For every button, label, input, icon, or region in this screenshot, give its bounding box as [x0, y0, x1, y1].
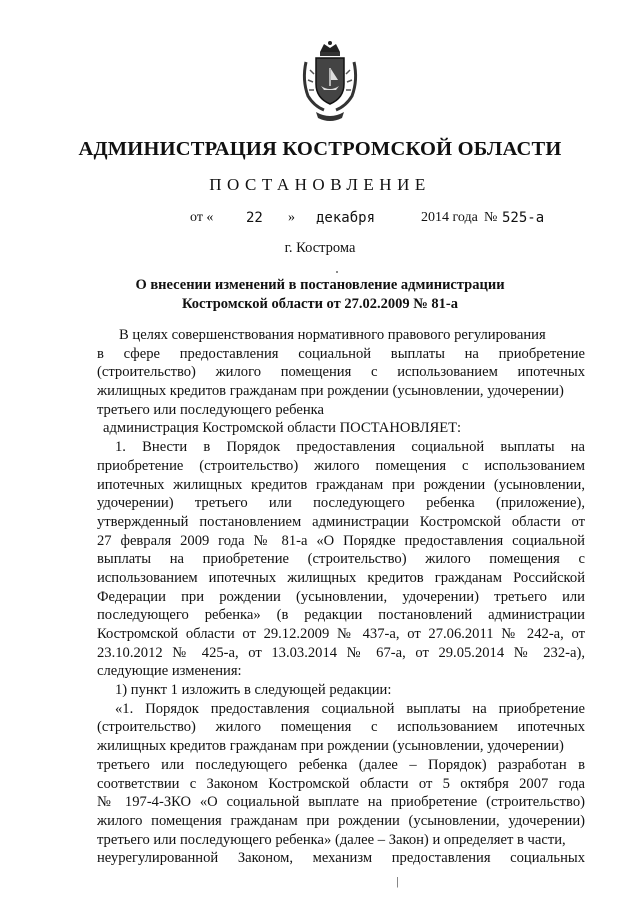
- body-line: приобретение (строительство) жилого помещения с использованием: [97, 457, 585, 474]
- date-month: декабря: [316, 210, 376, 226]
- city-line: г. Кострома: [284, 240, 356, 256]
- document-subject: [0, 276, 640, 313]
- body-line: администрация Костромской области ПОСТАНОВЛЯЕТ:: [103, 420, 462, 437]
- number-sign: №: [484, 210, 498, 225]
- body-line: 1. Внести в Порядок предоставления социальной выплаты на: [115, 439, 585, 456]
- body-line: 1) пункт 1 изложить в следующей редакции:: [115, 682, 392, 699]
- body-line: соответствии с Законом Костромской области от 5 октября 2007 года: [97, 775, 585, 792]
- document-number: 525-а: [502, 210, 545, 226]
- body-line: третьего или последующего ребенка: [97, 401, 325, 418]
- body-line: следующие изменения:: [97, 663, 242, 680]
- body-line: неурегулированной Законом, механизм предоставления социальных: [97, 850, 585, 867]
- date-year: 2014 года: [421, 210, 478, 225]
- subject-line: Костромской области от 27.02.2009 № 81-а: [181, 295, 459, 312]
- date-day: 22: [246, 210, 263, 226]
- body-line: ипотечных жилищных кредитов гражданам при рождении (усыновлении,: [97, 476, 585, 493]
- page-mark: |: [396, 876, 399, 888]
- body-line: жилого помещения гражданам при рождении (усыновлении, удочерении): [97, 812, 585, 829]
- body-line: выплаты на приобретение (строительство) жилого помещения с: [97, 551, 585, 568]
- body-line: 27 февраля 2009 года № 81-а «О Порядке предоставления социальной: [97, 532, 585, 549]
- body-line: третьего или последующего ребенка (далее – Порядок) разработан в: [97, 756, 585, 773]
- subject-line: О внесении изменений в постановление администрации: [135, 277, 505, 293]
- document-type: ПОСТАНОВЛЕНИЕ: [209, 175, 431, 194]
- coat-of-arms-emblem: [298, 40, 362, 124]
- body-line: Костромской области от 29.12.2009 № 437-а, от 27.06.2011 № 242-а, от: [97, 626, 585, 642]
- date-prefix: от «: [190, 210, 214, 225]
- document-body: [97, 326, 585, 868]
- body-line: В целях совершенствования нормативного правового регулирования: [119, 327, 546, 343]
- body-line: (строительство) жилого помещения с использованием ипотечных: [97, 719, 585, 736]
- body-line: удочерении) третьего или последующего ребенка (приложение),: [97, 495, 585, 512]
- body-line: последующего ребенка» (в редакции постановлений администрации: [97, 607, 585, 624]
- body-line: использованием ипотечных жилищных кредитов гражданам Российской: [97, 569, 585, 586]
- body-line: жилищных кредитов гражданам при рождении (усыновлении, удочерении): [97, 383, 564, 400]
- body-line: (строительство) жилого помещения с использованием ипотечных: [97, 364, 585, 381]
- date-line: [0, 210, 640, 230]
- body-line: утвержденный постановлением администрации Костромской области от: [97, 513, 585, 530]
- body-line: в сфере предоставления социальной выплаты на приобретение: [97, 345, 585, 362]
- body-line: Федерации при рождении (усыновлении, удочерении) третьего или: [97, 588, 585, 605]
- divider-dot: [336, 271, 338, 273]
- date-quote-close: »: [288, 210, 295, 225]
- body-line: «1. Порядок предоставления социальной выплаты на приобретение: [115, 700, 585, 717]
- body-line: третьего или последующего ребенка» (далее – Закон) и определяет в части,: [97, 831, 566, 848]
- body-line: № 197-4-ЗКО «О социальной выплате на приобретение (строительство): [97, 794, 585, 811]
- organization-title: АДМИНИСТРАЦИЯ КОСТРОМСКОЙ ОБЛАСТИ: [78, 138, 562, 160]
- body-line: 23.10.2012 № 425-а, от 13.03.2014 № 67-а, от 29.05.2014 № 232-а),: [97, 644, 585, 661]
- body-line: жилищных кредитов гражданам при рождении (усыновлении, удочерении): [97, 738, 564, 755]
